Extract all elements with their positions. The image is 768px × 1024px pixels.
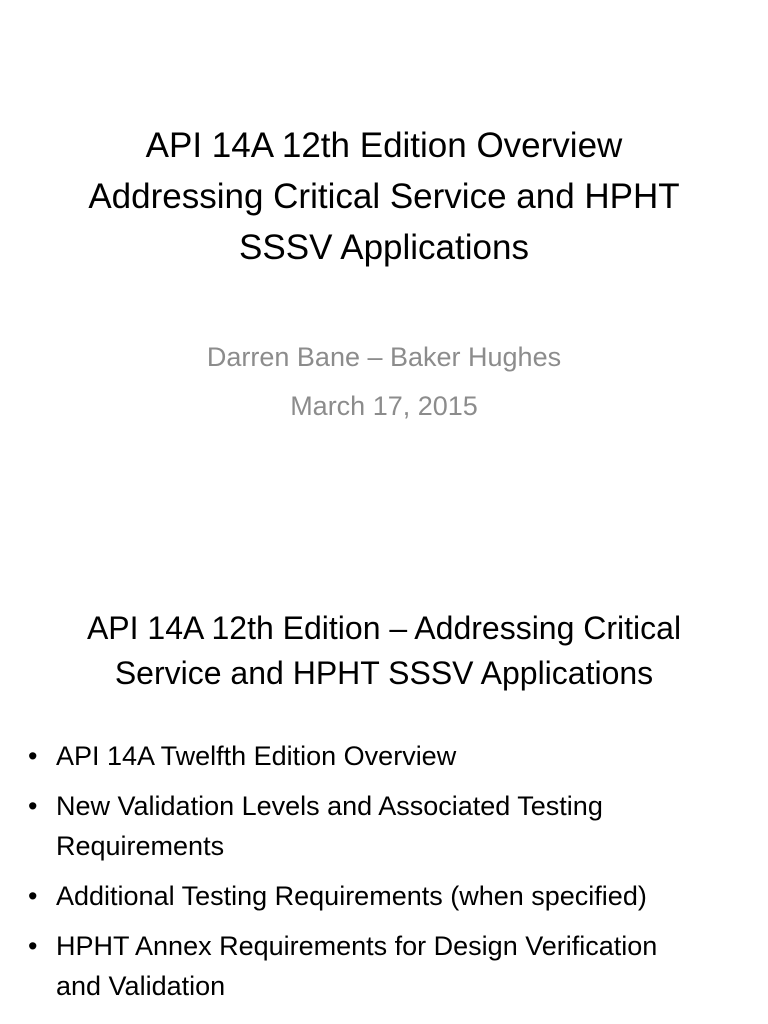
date-line: March 17, 2015 <box>290 391 478 421</box>
slide-title <box>30 606 738 696</box>
bullet-text: Requirements <box>56 831 225 861</box>
bullet-dot-icon: • <box>28 741 38 771</box>
title-line: API 14A 12th Edition Overview <box>145 126 623 165</box>
agenda-slide <box>0 560 768 1024</box>
slide-title-line: Service and HPHT SSSV Applications <box>114 655 654 691</box>
bullet-text: and Validation <box>56 971 226 1001</box>
bullet-item <box>24 926 754 1006</box>
bullet-item <box>24 786 754 866</box>
bullet-dot-icon: • <box>28 881 38 911</box>
slide-title-line: API 14A 12th Edition – Addressing Critical <box>86 610 682 646</box>
bullet-text: New Validation Levels and Associated Testing <box>56 791 603 821</box>
presentation-subtitle <box>40 333 728 431</box>
bullet-item <box>24 876 754 916</box>
bullet-text: HPHT Annex Requirements for Design Verification <box>56 931 658 961</box>
bullet-item <box>24 736 754 776</box>
bullet-dot-icon: • <box>28 931 38 961</box>
title-line: Addressing Critical Service and HPHT <box>88 177 680 216</box>
author-line: Darren Bane – Baker Hughes <box>206 342 562 372</box>
bullet-list <box>24 736 754 1016</box>
bullet-text: API 14A Twelfth Edition Overview <box>56 741 457 771</box>
presentation-title <box>40 120 728 273</box>
title-line: SSSV Applications <box>239 228 529 267</box>
bullet-text: Additional Testing Requirements (when specified) <box>56 881 647 911</box>
bullet-dot-icon: • <box>28 791 38 821</box>
